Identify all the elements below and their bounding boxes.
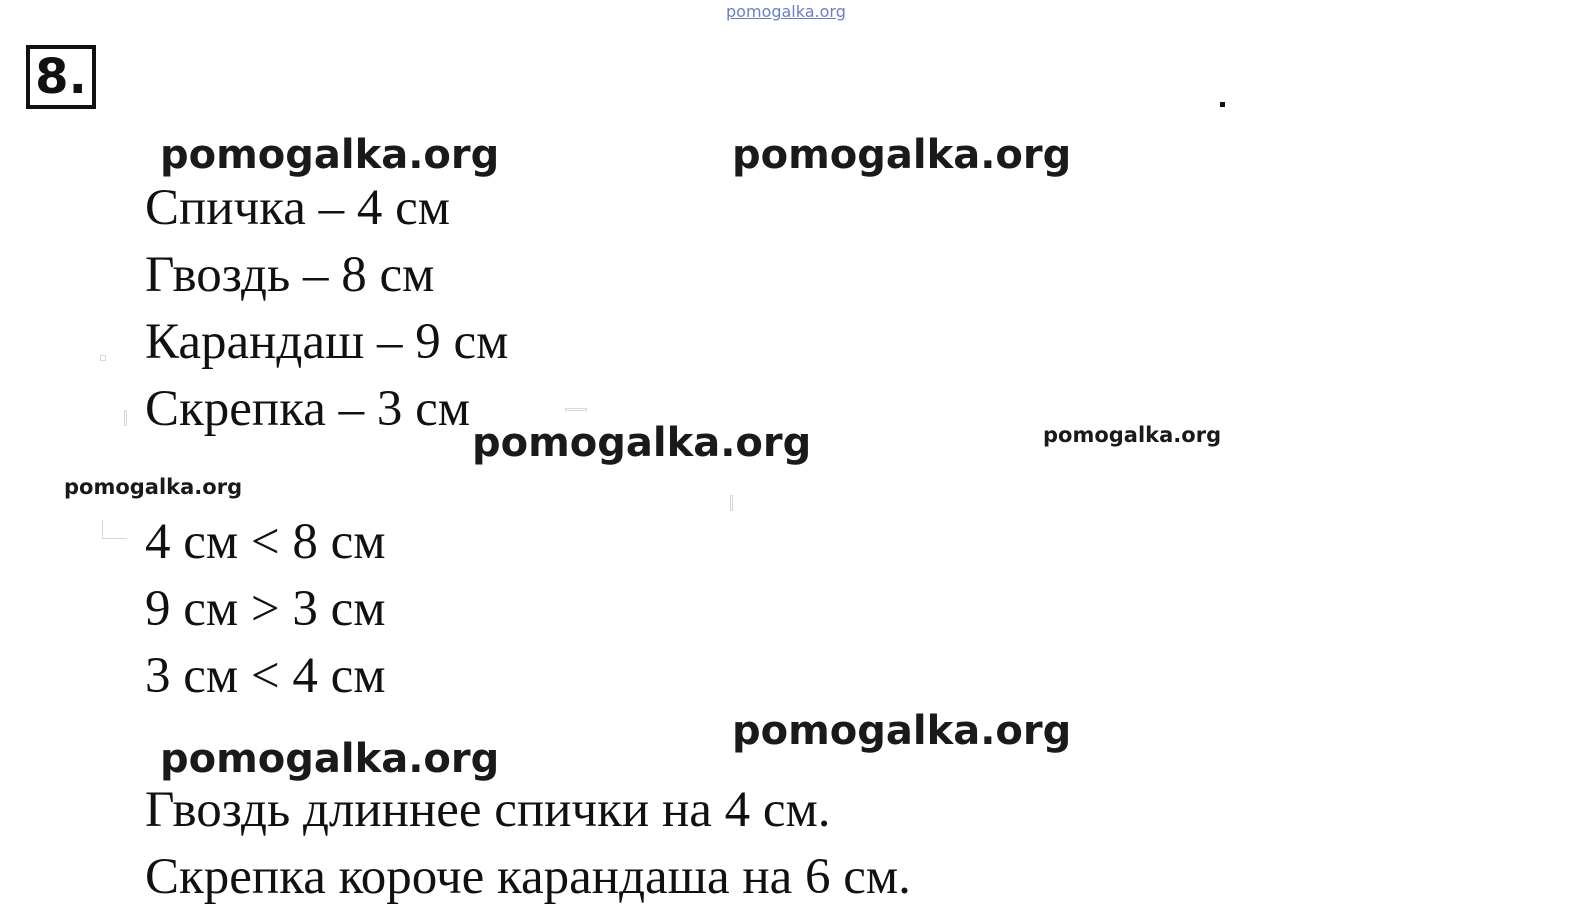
watermark: pomogalka.org bbox=[732, 132, 1072, 178]
watermark: pomogalka.org bbox=[160, 736, 500, 782]
measurement-line: Скрепка – 3 см bbox=[145, 381, 471, 437]
comparison-line: 3 см < 4 см bbox=[145, 648, 386, 704]
watermark-top[interactable]: pomogalka.org bbox=[726, 2, 846, 21]
comparison-line: 4 см < 8 см bbox=[145, 514, 386, 570]
ghost-mark bbox=[565, 408, 587, 411]
watermark: pomogalka.org bbox=[472, 420, 812, 466]
ghost-mark bbox=[730, 495, 733, 511]
watermark: pomogalka.org bbox=[160, 132, 500, 178]
measurement-line: Гвоздь – 8 см bbox=[145, 247, 435, 303]
watermark: pomogalka.org bbox=[732, 708, 1072, 754]
problem-number: 8. bbox=[26, 45, 96, 109]
measurement-line: Карандаш – 9 см bbox=[145, 314, 509, 370]
ghost-mark bbox=[100, 355, 106, 361]
ghost-mark bbox=[102, 520, 127, 539]
conclusion-line: Гвоздь длиннее спички на 4 см. bbox=[145, 782, 831, 838]
conclusion-line: Скрепка короче карандаша на 6 см. bbox=[145, 849, 911, 905]
ghost-mark bbox=[124, 410, 127, 426]
measurement-line: Спичка – 4 см bbox=[145, 180, 451, 236]
stray-dot bbox=[1220, 102, 1225, 107]
watermark: pomogalka.org bbox=[64, 475, 243, 499]
comparison-line: 9 см > 3 см bbox=[145, 581, 386, 637]
watermark: pomogalka.org bbox=[1043, 423, 1222, 447]
